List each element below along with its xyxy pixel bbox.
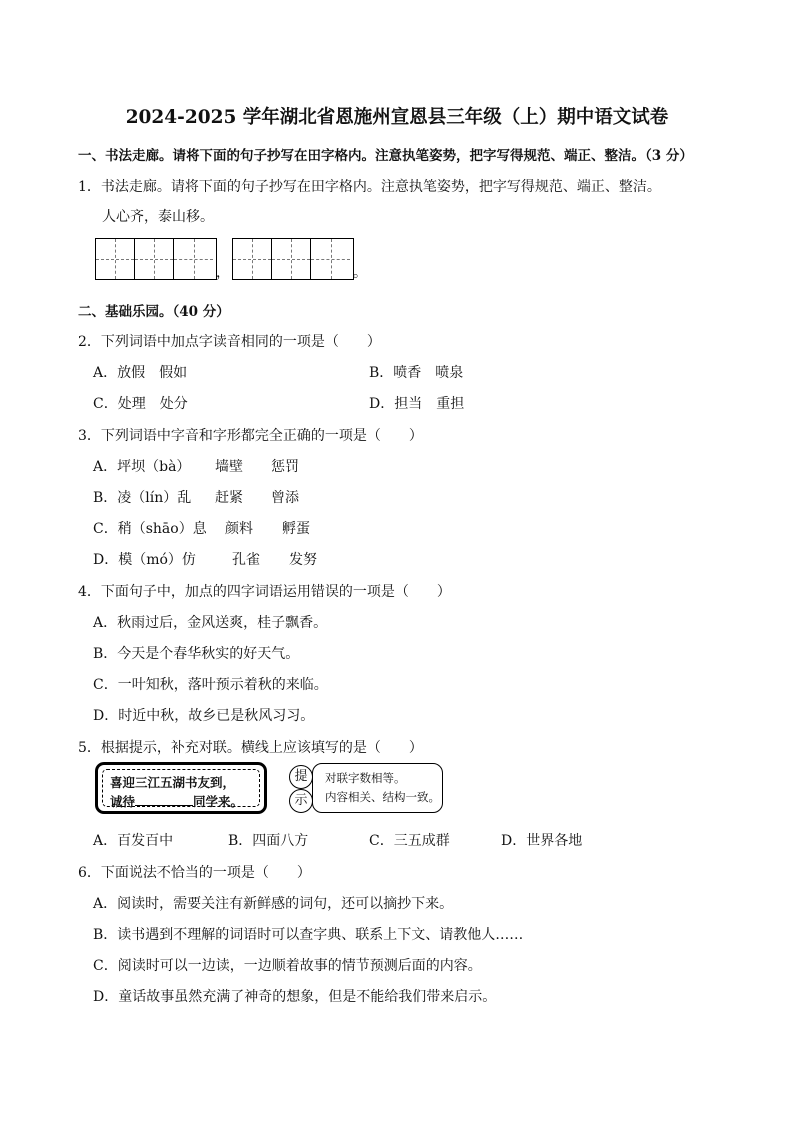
q3-option-a[interactable] — [93, 456, 299, 476]
q3-option-b-word2: 赶紧 — [215, 490, 243, 506]
q6-option-d[interactable]: D．童话故事虽然充满了神奇的想象，但是不能给我们带来启示。 — [93, 989, 497, 1005]
q4-option-d[interactable]: D．时近中秋，故乡已是秋风习习。 — [93, 708, 315, 724]
question-6-stem: 6．下面说法不恰当的一项是（ ） — [78, 865, 311, 881]
q6-option-b[interactable]: B．读书遇到不理解的词语时可以查字典、联系上下文、请教他人…… — [93, 927, 524, 943]
grid-cell[interactable] — [272, 239, 311, 279]
couplet-line-2-end: 同学来。 — [193, 794, 244, 809]
couplet-line-2 — [110, 792, 243, 810]
q3-option-d[interactable] — [93, 549, 317, 569]
q3-option-d-word1: D．模（mó）仿 — [93, 552, 196, 568]
q5-option-a[interactable]: A．百发百中 — [93, 833, 174, 849]
hint-line-1: 对联字数相等。 — [325, 771, 406, 785]
q6-option-c[interactable]: C．阅读时可以一边读，一边顺着故事的情节预测后面的内容。 — [93, 958, 482, 974]
q3-option-d-word3: 发努 — [289, 552, 317, 568]
q3-option-d-word2: 孔雀 — [232, 552, 260, 568]
q4-option-b[interactable]: B．今天是个春华秋实的好天气。 — [93, 646, 300, 662]
grid-cell[interactable] — [135, 239, 174, 279]
section-1-heading: 一、书法走廊。请将下面的句子抄写在田字格内。注意执笔姿势，把字写得规范、端正、整洁。（3 分） — [78, 148, 693, 164]
q3-option-a-word2: 墙壁 — [215, 459, 243, 475]
copy-sentence: 人心齐，泰山移。 — [102, 209, 214, 225]
q6-option-a[interactable]: A．阅读时，需要关注有新鲜感的词句，还可以摘抄下来。 — [93, 896, 454, 912]
hint-line-2: 内容相关、结构一致。 — [325, 790, 440, 804]
question-1-stem: 1．书法走廊。请将下面的句子抄写在田字格内。注意执笔姿势，把字写得规范、端正、整洁。 — [78, 179, 661, 195]
q3-option-c-word2: 颜料 — [225, 521, 253, 537]
couplet-line-2-start: 诚待 — [110, 794, 136, 809]
q2-option-d[interactable]: D．担当 重担 — [369, 396, 465, 412]
hint-box — [312, 763, 443, 813]
couplet-blank[interactable] — [135, 795, 193, 806]
q2-option-b[interactable]: B．喷香 喷泉 — [369, 365, 464, 381]
question-2-stem: 2．下列词语中加点字读音相同的一项是（ ） — [78, 334, 381, 350]
q4-option-a[interactable]: A．秋雨过后，金风送爽，桂子飘香。 — [93, 615, 328, 631]
couplet-box — [95, 762, 267, 814]
q3-option-a-word1: A．坪坝（bà） — [93, 459, 191, 475]
grid-comma: ， — [216, 265, 230, 281]
question-3-stem: 3．下列词语中字音和字形都完全正确的一项是（ ） — [78, 428, 423, 444]
tianzige-grid-1[interactable] — [95, 238, 217, 280]
q5-option-c[interactable]: C．三五成群 — [369, 833, 450, 849]
q3-option-c-word3: 孵蛋 — [282, 521, 310, 537]
q3-option-a-word3: 惩罚 — [271, 459, 299, 475]
grid-cell[interactable] — [311, 239, 350, 279]
q3-option-b[interactable] — [93, 487, 299, 507]
tianzige-grid-2[interactable] — [232, 238, 354, 280]
q3-option-c[interactable] — [93, 518, 310, 538]
q4-option-c[interactable]: C．一叶知秋，落叶预示着秋的来临。 — [93, 677, 328, 693]
grid-cell[interactable] — [174, 239, 213, 279]
question-4-stem: 4．下面句子中，加点的四字词语运用错误的一项是（ ） — [78, 584, 451, 600]
exam-title: 2024-2025 学年湖北省恩施州宣恩县三年级（上）期中语文试卷 — [125, 107, 669, 128]
section-2-heading: 二、基础乐园。（40 分） — [78, 304, 230, 320]
question-5-stem: 5．根据提示，补充对联。横线上应该填写的是（ ） — [78, 740, 423, 756]
grid-period: 。 — [353, 265, 367, 281]
q3-option-c-word1: C．稍（shāo）息 — [93, 521, 207, 537]
hint-char-shi: 示 — [289, 789, 313, 813]
couplet-line-1: 喜迎三江五湖书友到， — [110, 775, 236, 790]
hint-char-ti: 提 — [289, 765, 313, 789]
q2-option-a[interactable]: A．放假 假如 — [93, 365, 188, 381]
q5-option-b[interactable]: B．四面八方 — [228, 833, 309, 849]
grid-cell[interactable] — [233, 239, 272, 279]
q3-option-b-word1: B．凌（lín）乱 — [93, 490, 192, 506]
q2-option-c[interactable]: C．处理 处分 — [93, 396, 188, 412]
q5-option-d[interactable]: D．世界各地 — [501, 833, 583, 849]
grid-cell[interactable] — [96, 239, 135, 279]
q3-option-b-word3: 曾添 — [271, 490, 299, 506]
